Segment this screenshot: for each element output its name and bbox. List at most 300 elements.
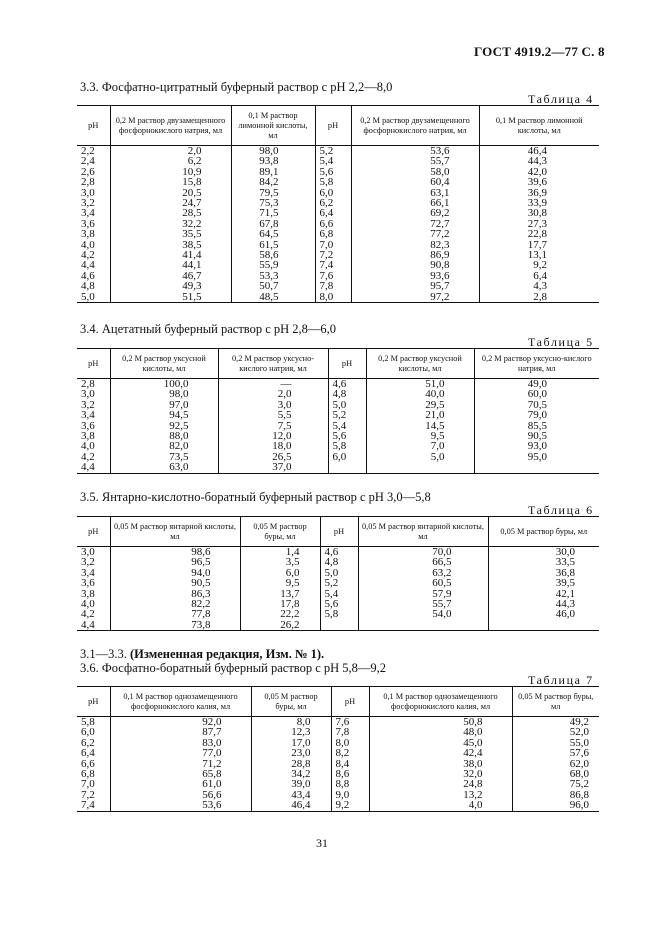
column-header: рН	[77, 349, 110, 379]
volume-cell: 69,2	[351, 208, 479, 218]
volume-cell: 56,6	[110, 790, 251, 800]
ph-cell: 4,8	[81, 280, 95, 293]
buffer-table-5	[77, 348, 599, 474]
volume-cell: 5,5	[218, 410, 328, 420]
table-row	[77, 208, 599, 218]
column-header: рН	[77, 687, 110, 717]
ph-cell: 4,0	[81, 440, 95, 453]
volume-cell: 82,0	[110, 441, 218, 451]
volume-cell: 8,0	[251, 717, 331, 728]
volume-cell	[366, 462, 474, 473]
ph-cell: 7,4	[77, 800, 110, 811]
volume-cell	[358, 620, 488, 631]
volume-cell: 79,5	[231, 188, 315, 198]
volume-cell: 24,7	[110, 198, 231, 208]
volume-cell: 58,6	[231, 250, 315, 260]
column-header: рН	[320, 517, 358, 547]
ph-cell: 6,0	[81, 726, 95, 739]
column-header: 0,2 М раствор уксусной кислоты, мл	[110, 349, 218, 379]
ph-cell: 5,4	[328, 421, 366, 431]
ph-cell: 7,0	[315, 240, 351, 250]
column-header: 0,05 М раствор буры, мл	[240, 517, 320, 547]
column-header: 0,05 М раствор янтарной кислоты, мл	[358, 517, 488, 547]
volume-cell: 63,0	[110, 462, 218, 473]
table-row	[77, 198, 599, 208]
volume-cell: 42,4	[369, 748, 512, 758]
volume-cell: 40,0	[366, 389, 474, 399]
volume-cell: 84,2	[231, 177, 315, 187]
table-row	[77, 547, 599, 558]
ph-cell: 4,4	[77, 462, 110, 473]
volume-cell: 23,0	[251, 748, 331, 758]
volume-cell: 37,0	[218, 462, 328, 473]
column-header: рН	[77, 106, 110, 146]
volume-cell: 44,3	[479, 156, 599, 166]
ph-cell: 5,6	[328, 431, 366, 441]
table-caption-7: Таблица 7	[528, 673, 594, 687]
amendment-range: 3.1—3.3.	[80, 647, 127, 661]
ph-cell: 5,0	[77, 292, 110, 303]
ph-cell: 4,2	[81, 450, 95, 463]
ph-cell: 5,6	[315, 167, 351, 177]
column-header: 0,1 М раствор однозамещенного фосфорнокислого калия, мл	[110, 687, 251, 717]
volume-cell: 46,0	[488, 609, 599, 619]
volume-cell: 4,0	[369, 800, 512, 811]
buffer-table-7	[77, 686, 599, 812]
volume-cell: 39,6	[479, 177, 599, 187]
table-caption-6: Таблица 6	[528, 503, 594, 517]
volume-cell: 30,0	[488, 547, 599, 558]
ph-cell: 6,0	[328, 452, 366, 462]
volume-cell: 92,5	[110, 421, 218, 431]
ph-cell: 5,8	[315, 177, 351, 187]
ph-cell: 4,6	[81, 269, 95, 282]
volume-cell: 44,1	[110, 260, 231, 270]
volume-cell: 55,9	[231, 260, 315, 270]
volume-cell: 68,0	[512, 769, 599, 779]
ph-cell: 6,2	[315, 198, 351, 208]
volume-cell: 55,7	[358, 599, 488, 609]
volume-cell: 63,1	[351, 188, 479, 198]
volume-cell	[474, 462, 599, 473]
volume-cell: 51,0	[366, 379, 474, 390]
ph-cell: 3,6	[81, 217, 95, 230]
ph-cell: 7,8	[331, 727, 369, 737]
ph-cell: 2,8	[81, 176, 95, 189]
ph-cell: 8,8	[331, 779, 369, 789]
section-title-3-5: 3.5. Янтарно-кислотно-боратный буферный раствор с рН 3,0—5,8	[80, 490, 431, 504]
ph-cell: 4,4	[77, 620, 110, 631]
ph-cell: 3,8	[81, 587, 95, 600]
table-row	[77, 177, 599, 187]
ph-cell: 3,2	[81, 398, 95, 411]
volume-cell: 2,0	[110, 146, 231, 157]
column-header: 0,05 М раствор янтарной кислоты, мл	[110, 517, 240, 547]
volume-cell: 32,2	[110, 219, 231, 229]
volume-cell: 60,0	[474, 389, 599, 399]
ph-cell: 7,2	[81, 788, 95, 801]
table-row	[77, 260, 599, 270]
ph-cell: 8,2	[331, 748, 369, 758]
volume-cell: 75,3	[231, 198, 315, 208]
volume-cell: 61,0	[110, 779, 251, 789]
volume-cell: 67,8	[231, 219, 315, 229]
volume-cell: 17,8	[240, 599, 320, 609]
table-caption-4: Таблица 4	[528, 92, 594, 106]
volume-cell: 12,3	[251, 727, 331, 737]
volume-cell: 6,2	[110, 156, 231, 166]
volume-cell: 70,0	[358, 547, 488, 558]
volume-cell: 12,0	[218, 431, 328, 441]
amendment-note	[80, 647, 324, 662]
volume-cell: 71,5	[231, 208, 315, 218]
volume-cell: 13,1	[479, 250, 599, 260]
volume-cell: 66,5	[358, 557, 488, 567]
ph-cell: 5,0	[320, 568, 358, 578]
ph-cell: 4,6	[328, 379, 366, 390]
volume-cell: —	[218, 379, 328, 390]
volume-cell: 17,0	[251, 738, 331, 748]
volume-cell: 87,7	[110, 727, 251, 737]
ph-cell: 5,0	[328, 400, 366, 410]
table-row	[77, 146, 599, 157]
column-header: 0,2 М раствор двузамещенного фосфорнокислого натрия, мл	[110, 106, 231, 146]
ph-cell: 3,4	[81, 409, 95, 422]
volume-cell: 98,6	[110, 547, 240, 558]
ph-cell: 5,8	[328, 441, 366, 451]
ph-cell: 9,0	[331, 790, 369, 800]
volume-cell: 30,8	[479, 208, 599, 218]
volume-cell: 54,0	[358, 609, 488, 619]
volume-cell: 43,4	[251, 790, 331, 800]
volume-cell: 29,5	[366, 400, 474, 410]
ph-cell: 3,4	[81, 207, 95, 220]
volume-cell: 65,8	[110, 769, 251, 779]
table-row	[77, 229, 599, 239]
table-row	[77, 557, 599, 567]
volume-cell: 93,0	[474, 441, 599, 451]
section-title-3-3: 3.3. Фосфатно-цитратный буферный раствор с рН 2,2—8,0	[80, 80, 393, 94]
volume-cell: 33,9	[479, 198, 599, 208]
volume-cell: 96,5	[110, 557, 240, 567]
table-row	[77, 599, 599, 609]
amendment-text: (Измененная редакция, Изм. № 1).	[130, 647, 325, 661]
volume-cell: 1,4	[240, 547, 320, 558]
volume-cell: 95,7	[351, 281, 479, 291]
volume-cell: 49,2	[512, 717, 599, 728]
table-row	[77, 462, 599, 473]
volume-cell: 17,7	[479, 240, 599, 250]
volume-cell: 32,0	[369, 769, 512, 779]
volume-cell: 62,0	[512, 759, 599, 769]
volume-cell: 36,8	[488, 568, 599, 578]
volume-cell: 94,5	[110, 410, 218, 420]
volume-cell: 35,5	[110, 229, 231, 239]
volume-cell: 73,5	[110, 452, 218, 462]
table-row	[77, 452, 599, 462]
ph-cell: 4,8	[320, 557, 358, 567]
ph-cell: 5,4	[315, 156, 351, 166]
volume-cell: 73,8	[110, 620, 240, 631]
column-header: рН	[331, 687, 369, 717]
volume-cell: 90,5	[474, 431, 599, 441]
volume-cell: 93,8	[231, 156, 315, 166]
ph-cell: 6,6	[81, 757, 95, 770]
volume-cell: 60,5	[358, 578, 488, 588]
volume-cell: 42,1	[488, 589, 599, 599]
volume-cell: 2,8	[479, 292, 599, 303]
section-title-3-4: 3.4. Ацетатный буферный раствор с рН 2,8—6,0	[80, 322, 337, 336]
ph-cell	[320, 620, 358, 631]
ph-cell: 4,4	[81, 259, 95, 272]
ph-cell: 6,4	[81, 747, 95, 760]
volume-cell: 90,5	[110, 578, 240, 588]
ph-cell: 6,0	[315, 188, 351, 198]
ph-cell: 4,2	[81, 608, 95, 621]
volume-cell: 94,0	[110, 568, 240, 578]
volume-cell: 55,0	[512, 738, 599, 748]
table-row	[77, 167, 599, 177]
volume-cell: 77,0	[110, 748, 251, 758]
ph-cell: 3,8	[81, 430, 95, 443]
volume-cell: 13,2	[369, 790, 512, 800]
volume-cell: 98,0	[231, 146, 315, 157]
column-header: 0,1 М раствор лимонной кислоты, мл	[231, 106, 315, 146]
table-row	[77, 250, 599, 260]
volume-cell: 58,0	[351, 167, 479, 177]
column-header: рН	[315, 106, 351, 146]
ph-cell: 3,4	[81, 566, 95, 579]
ph-cell: 7,6	[331, 717, 369, 728]
table-row	[77, 281, 599, 291]
volume-cell: 36,9	[479, 188, 599, 198]
ph-cell: 9,2	[331, 800, 369, 811]
volume-cell: 93,6	[351, 271, 479, 281]
volume-cell: 46,4	[251, 800, 331, 811]
volume-cell: 48,0	[369, 727, 512, 737]
ph-cell: 6,8	[315, 229, 351, 239]
ph-cell: 5,6	[320, 599, 358, 609]
column-header: 0,2 М раствор двузамещенного фосфорнокислого натрия, мл	[351, 106, 479, 146]
volume-cell: 100,0	[110, 379, 218, 390]
ph-cell: 2,6	[81, 165, 95, 178]
column-header: 0,1 М раствор однозамещенного фосфорнокислого калия, мл	[369, 687, 512, 717]
volume-cell: 6,4	[479, 271, 599, 281]
volume-cell: 6,0	[240, 568, 320, 578]
ph-cell: 5,8	[81, 716, 95, 728]
volume-cell: 53,6	[110, 800, 251, 811]
volume-cell: 33,5	[488, 557, 599, 567]
gost-header: ГОСТ 4919.2—77 С. 8	[474, 44, 605, 59]
ph-cell: 3,0	[81, 546, 95, 558]
volume-cell: 97,2	[351, 292, 479, 303]
volume-cell: 3,0	[218, 400, 328, 410]
ph-cell: 2,4	[81, 155, 95, 168]
ph-cell: 6,4	[315, 208, 351, 218]
volume-cell: 4,3	[479, 281, 599, 291]
ph-cell: 7,8	[315, 281, 351, 291]
ph-cell: 7,2	[315, 250, 351, 260]
volume-cell: 28,8	[251, 759, 331, 769]
volume-cell: 14,5	[366, 421, 474, 431]
table-row	[77, 620, 599, 631]
volume-cell: 88,0	[110, 431, 218, 441]
volume-cell: 95,0	[474, 452, 599, 462]
volume-cell: 96,0	[512, 800, 599, 811]
volume-cell: 3,5	[240, 557, 320, 567]
volume-cell: 7,0	[366, 441, 474, 451]
buffer-table-4	[77, 105, 599, 303]
volume-cell: 45,0	[369, 738, 512, 748]
volume-cell: 5,0	[366, 452, 474, 462]
table-row	[77, 292, 599, 303]
volume-cell: 34,2	[251, 769, 331, 779]
column-header: рН	[328, 349, 366, 379]
volume-cell: 57,6	[512, 748, 599, 758]
volume-cell	[488, 620, 599, 631]
table-row	[77, 188, 599, 198]
table-row	[77, 589, 599, 599]
column-header: 0,05 М раствор буры, мл	[488, 517, 599, 547]
ph-cell: 2,8	[81, 378, 95, 390]
ph-cell	[328, 462, 366, 473]
volume-cell: 70,5	[474, 400, 599, 410]
ph-cell: 6,6	[315, 219, 351, 229]
ph-cell: 6,8	[81, 768, 95, 781]
volume-cell: 63,2	[358, 568, 488, 578]
ph-cell: 8,0	[331, 738, 369, 748]
volume-cell: 28,5	[110, 208, 231, 218]
volume-cell: 46,7	[110, 271, 231, 281]
volume-cell: 10,9	[110, 167, 231, 177]
ph-cell: 8,6	[331, 769, 369, 779]
ph-cell: 3,2	[81, 556, 95, 569]
ph-cell: 3,6	[81, 419, 95, 432]
volume-cell: 50,8	[369, 717, 512, 728]
volume-cell: 90,8	[351, 260, 479, 270]
ph-cell: 7,4	[315, 260, 351, 270]
ph-cell: 5,8	[320, 609, 358, 619]
volume-cell: 9,2	[479, 260, 599, 270]
volume-cell: 66,1	[351, 198, 479, 208]
table-row	[77, 578, 599, 588]
ph-cell: 8,0	[315, 292, 351, 303]
ph-cell: 3,6	[81, 577, 95, 590]
volume-cell: 2,0	[218, 389, 328, 399]
volume-cell: 44,3	[488, 599, 599, 609]
volume-cell: 41,4	[110, 250, 231, 260]
column-header: рН	[77, 517, 110, 547]
volume-cell: 75,2	[512, 779, 599, 789]
volume-cell: 38,5	[110, 240, 231, 250]
volume-cell: 53,6	[351, 146, 479, 157]
volume-cell: 60,4	[351, 177, 479, 187]
volume-cell: 89,1	[231, 167, 315, 177]
volume-cell: 98,0	[110, 389, 218, 399]
volume-cell: 22,2	[240, 609, 320, 619]
volume-cell: 27,3	[479, 219, 599, 229]
ph-cell: 4,6	[320, 547, 358, 558]
column-header: 0,2 М раствор уксусно-кислого натрия, мл	[474, 349, 599, 379]
ph-cell: 3,2	[81, 197, 95, 210]
volume-cell: 53,3	[231, 271, 315, 281]
volume-cell: 42,0	[479, 167, 599, 177]
volume-cell: 86,9	[351, 250, 479, 260]
ph-cell: 3,0	[81, 388, 95, 401]
volume-cell: 22,8	[479, 229, 599, 239]
ph-cell: 3,8	[81, 228, 95, 241]
volume-cell: 97,0	[110, 400, 218, 410]
page-number: 31	[316, 836, 328, 850]
volume-cell: 38,0	[369, 759, 512, 769]
volume-cell: 72,7	[351, 219, 479, 229]
buffer-table-6	[77, 516, 599, 631]
volume-cell: 39,5	[488, 578, 599, 588]
volume-cell: 85,5	[474, 421, 599, 431]
volume-cell: 82,2	[110, 599, 240, 609]
volume-cell: 92,0	[110, 717, 251, 728]
ph-cell: 4,0	[81, 598, 95, 611]
volume-cell: 49,3	[110, 281, 231, 291]
volume-cell: 26,2	[240, 620, 320, 631]
column-header: 0,2 М раствор уксусно-кислого натрия, мл	[218, 349, 328, 379]
ph-cell: 5,2	[328, 410, 366, 420]
table-row	[77, 271, 599, 281]
volume-cell: 46,4	[479, 146, 599, 157]
volume-cell: 64,5	[231, 229, 315, 239]
volume-cell: 51,5	[110, 292, 231, 303]
volume-cell: 57,9	[358, 589, 488, 599]
volume-cell: 48,5	[231, 292, 315, 303]
volume-cell: 86,3	[110, 589, 240, 599]
volume-cell: 18,0	[218, 441, 328, 451]
volume-cell: 61,5	[231, 240, 315, 250]
ph-cell: 6,2	[81, 736, 95, 749]
ph-cell: 5,4	[320, 589, 358, 599]
table-caption-5: Таблица 5	[528, 335, 594, 349]
ph-cell: 7,6	[315, 271, 351, 281]
table-row	[77, 568, 599, 578]
volume-cell: 13,7	[240, 589, 320, 599]
volume-cell: 9,5	[240, 578, 320, 588]
ph-cell: 2,2	[81, 145, 95, 157]
ph-cell: 7,0	[81, 778, 95, 791]
column-header: 0,05 М раствор буры, мл	[512, 687, 599, 717]
table-row	[77, 240, 599, 250]
volume-cell: 7,5	[218, 421, 328, 431]
volume-cell: 71,2	[110, 759, 251, 769]
column-header: 0,05 М раствор буры, мл	[251, 687, 331, 717]
volume-cell: 86,8	[512, 790, 599, 800]
ph-cell: 4,0	[81, 238, 95, 251]
volume-cell: 26,5	[218, 452, 328, 462]
volume-cell: 24,8	[369, 779, 512, 789]
ph-cell: 5,2	[315, 146, 351, 157]
table-row	[77, 219, 599, 229]
volume-cell: 77,2	[351, 229, 479, 239]
volume-cell: 20,5	[110, 188, 231, 198]
ph-cell: 3,0	[81, 186, 95, 199]
column-header: 0,1 М раствор лимонной кислоты, мл	[479, 106, 599, 146]
ph-cell: 8,4	[331, 759, 369, 769]
volume-cell: 52,0	[512, 727, 599, 737]
table-row	[77, 609, 599, 619]
ph-cell: 4,2	[81, 249, 95, 262]
volume-cell: 49,0	[474, 379, 599, 390]
volume-cell: 21,0	[366, 410, 474, 420]
volume-cell: 79,0	[474, 410, 599, 420]
volume-cell: 39,0	[251, 779, 331, 789]
